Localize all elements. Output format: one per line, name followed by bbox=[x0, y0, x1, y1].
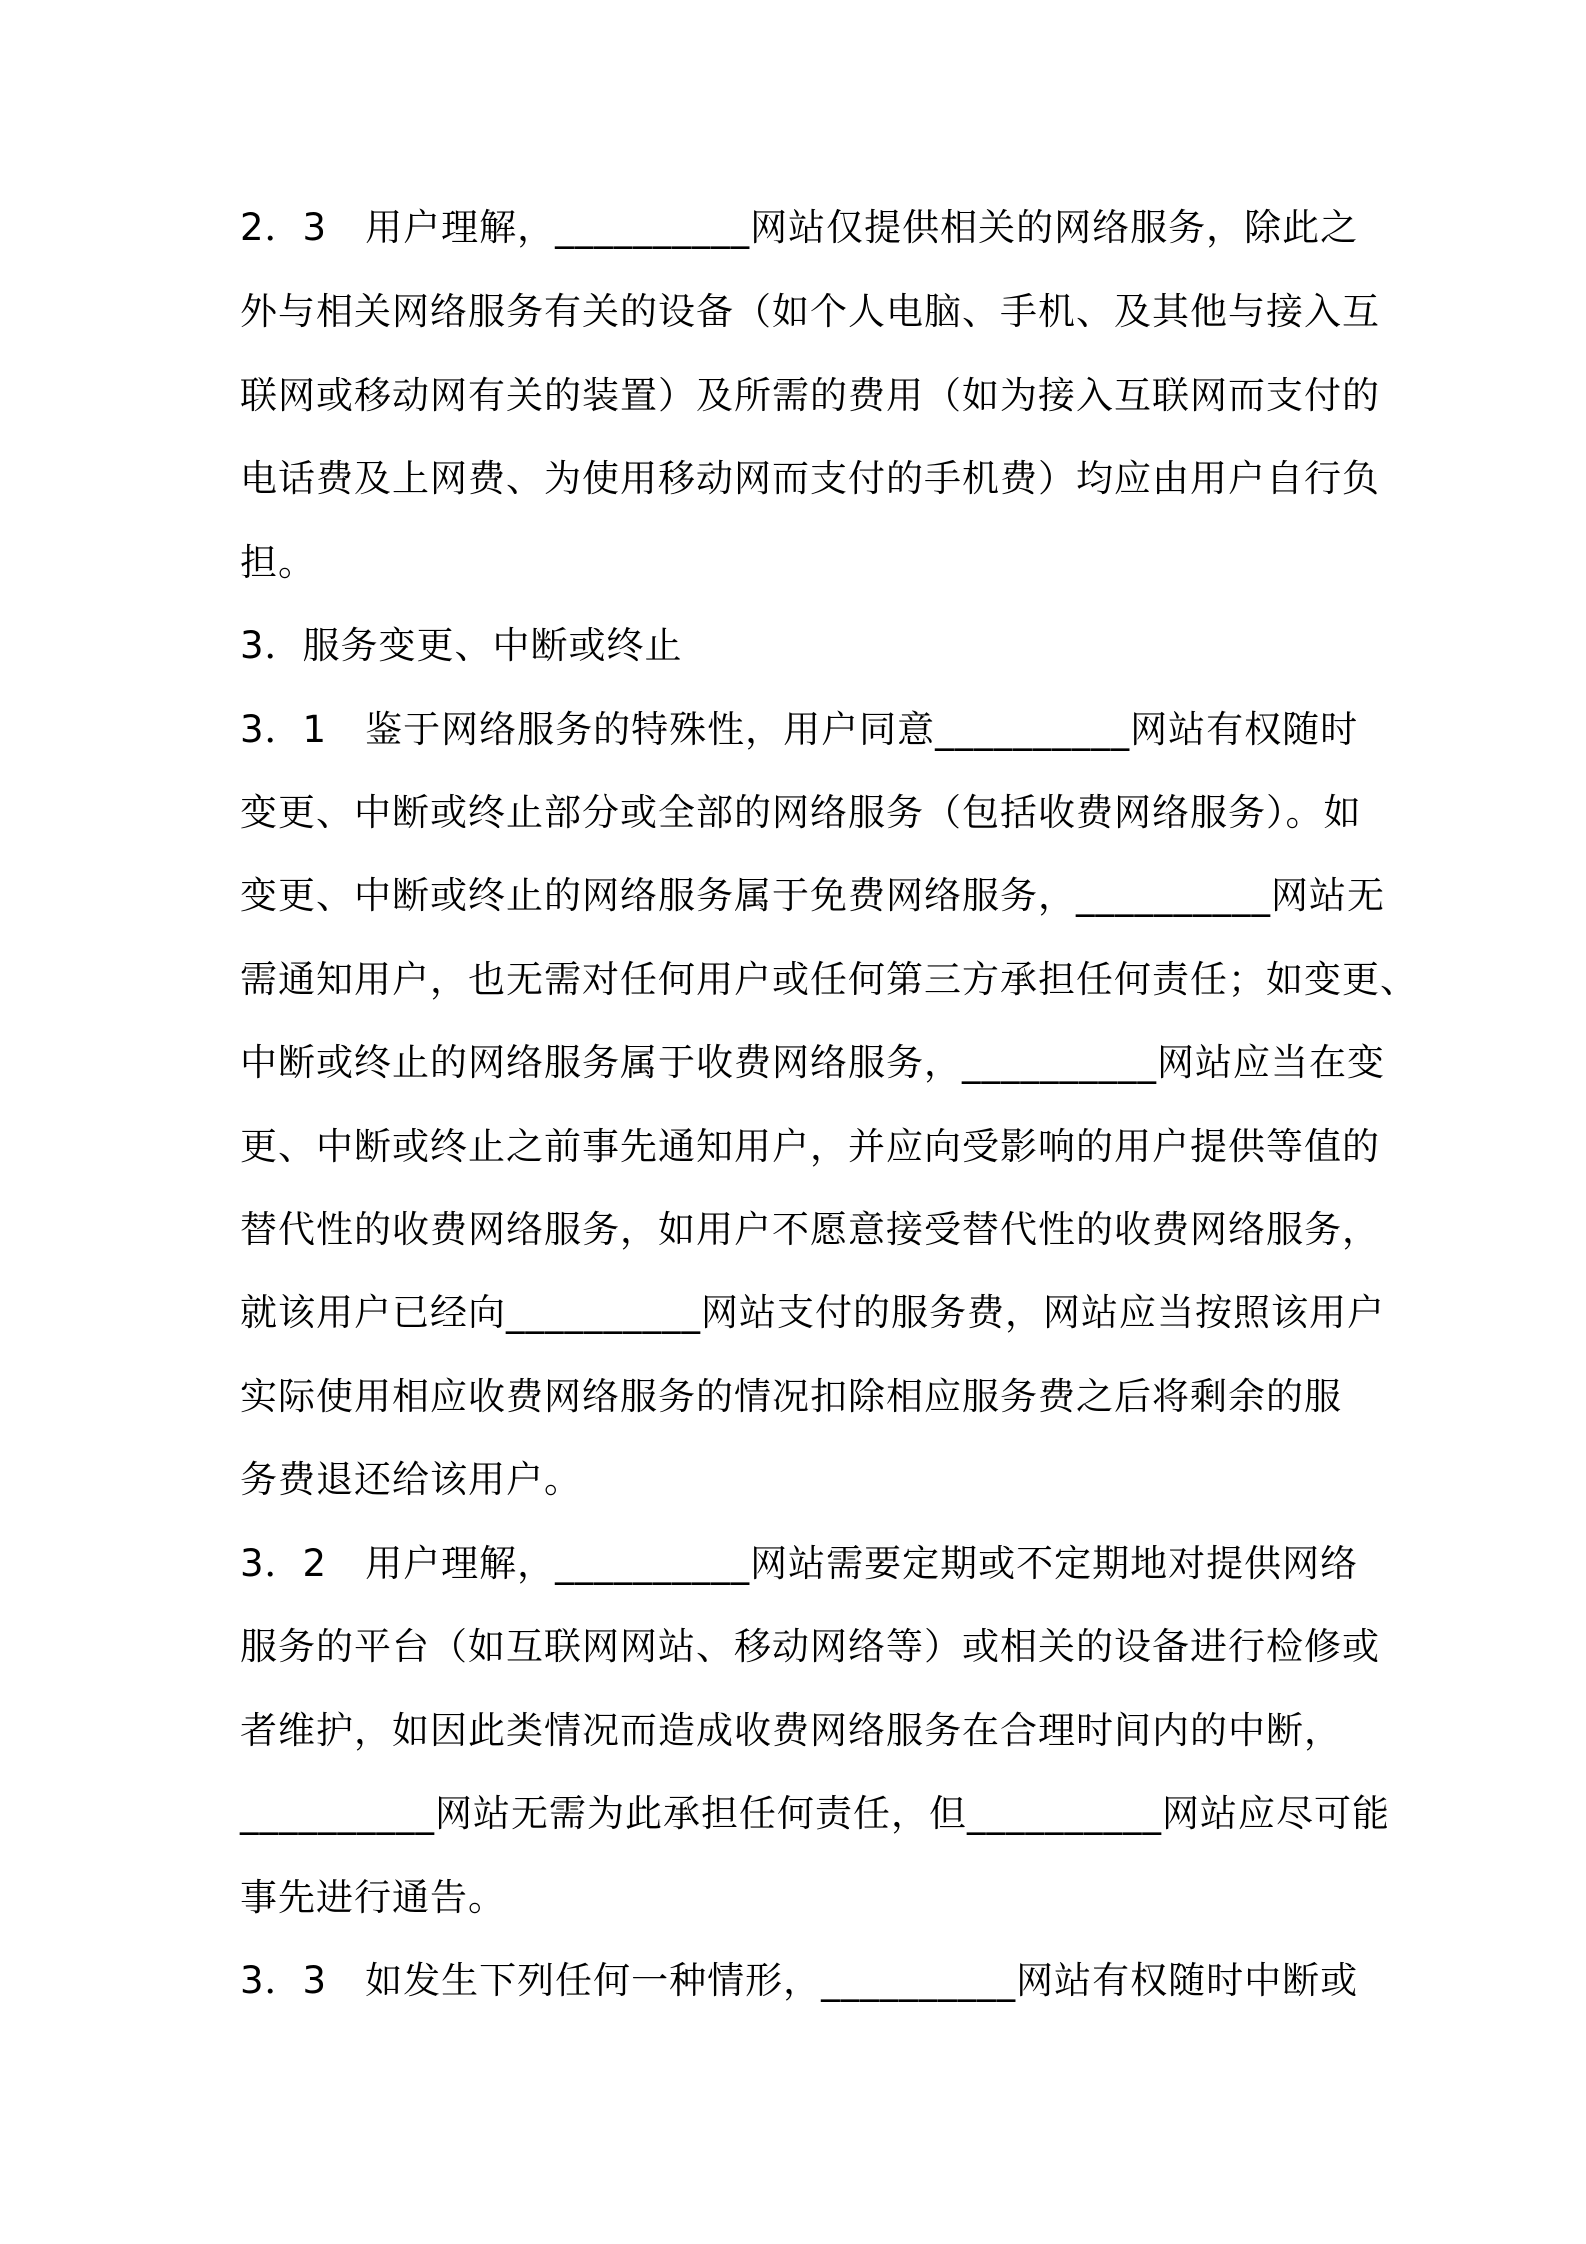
text-line: 实际使用相应收费网络服务的情况扣除相应服务费之后将剩余的服 bbox=[240, 1375, 1342, 1418]
text-line: 事先进行通告。 bbox=[240, 1876, 506, 1919]
text-line: 联网或移动网有关的装置）及所需的费用（如为接入互联网而支付的 bbox=[240, 374, 1380, 417]
text-line: 就该用户已经向__________网站支付的服务费，网站应当按照该用户 bbox=[240, 1291, 1385, 1334]
text-line: 电话费及上网费、为使用移动网而支付的手机费）均应由用户自行负 bbox=[240, 457, 1380, 500]
text-line: 更、中断或终止之前事先通知用户，并应向受影响的用户提供等值的 bbox=[240, 1125, 1380, 1168]
text-line: 担。 bbox=[240, 541, 316, 584]
text-line: __________网站无需为此承担任何责任，但__________网站应尽可能 bbox=[240, 1792, 1390, 1835]
text-line: 者维护，如因此类情况而造成收费网络服务在合理时间内的中断， bbox=[240, 1709, 1342, 1752]
text-line: 替代性的收费网络服务，如用户不愿意接受替代性的收费网络服务， bbox=[240, 1208, 1380, 1251]
text-line: 变更、中断或终止部分或全部的网络服务（包括收费网络服务）。如 bbox=[240, 791, 1362, 834]
text-line: 服务的平台（如互联网网站、移动网络等）或相关的设备进行检修或 bbox=[240, 1625, 1380, 1668]
text-line: 外与相关网络服务有关的设备（如个人电脑、手机、及其他与接入互 bbox=[240, 290, 1380, 333]
text-line: 需通知用户，也无需对任何用户或任何第三方承担任何责任；如变更、 bbox=[240, 958, 1418, 1001]
section-heading: 3．服务变更、中断或终止 bbox=[240, 624, 683, 667]
text-line: 务费退还给该用户。 bbox=[240, 1458, 582, 1501]
text-line: 2．3 用户理解，__________网站仅提供相关的网络服务，除此之 bbox=[240, 206, 1359, 249]
text-line: 变更、中断或终止的网络服务属于免费网络服务，__________网站无 bbox=[240, 874, 1385, 917]
text-line: 中断或终止的网络服务属于收费网络服务，__________网站应当在变 bbox=[240, 1041, 1385, 1084]
text-line: 3．2 用户理解，__________网站需要定期或不定期地对提供网络 bbox=[240, 1542, 1359, 1585]
text-line: 3．1 鉴于网络服务的特殊性，用户同意__________网站有权随时 bbox=[240, 708, 1359, 751]
text-line: 3．3 如发生下列任何一种情形，__________网站有权随时中断或 bbox=[240, 1959, 1359, 2002]
